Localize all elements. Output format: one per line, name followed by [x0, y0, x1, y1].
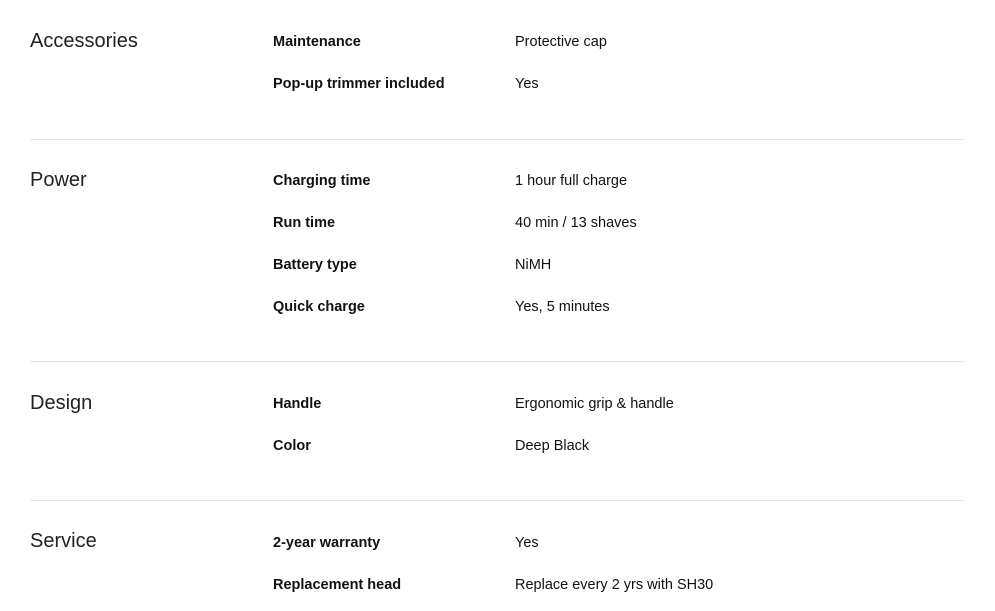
spec-label: Pop-up trimmer included: [273, 76, 445, 92]
spec-value: 40 min / 13 shaves: [515, 215, 637, 231]
spec-row: [273, 533, 963, 553]
spec-row: [273, 297, 963, 317]
spec-row: [273, 394, 963, 414]
spec-row: [273, 575, 963, 595]
spec-label: Handle: [273, 396, 322, 412]
spec-value: 1 hour full charge: [515, 173, 628, 189]
spec-value: Ergonomic grip & handle: [515, 396, 674, 412]
spec-value: Replace every 2 yrs with SH30: [515, 577, 714, 593]
section-title: Design: [30, 392, 93, 414]
section-title: Service: [30, 530, 97, 552]
spec-value: Yes, 5 minutes: [515, 299, 610, 315]
spec-label: Charging time: [273, 173, 371, 189]
section-title: Power: [30, 169, 87, 191]
spec-value: NiMH: [515, 257, 552, 273]
section-divider: [30, 139, 964, 140]
spec-label: Maintenance: [273, 34, 361, 50]
spec-row: [273, 213, 963, 233]
spec-label: Run time: [273, 215, 336, 231]
spec-row: [273, 32, 963, 52]
spec-row: [273, 74, 963, 94]
spec-row: [273, 171, 963, 191]
spec-value: Yes: [515, 76, 539, 92]
section-divider: [30, 361, 964, 362]
section-title: Accessories: [30, 30, 138, 52]
spec-value: Protective cap: [515, 34, 607, 50]
spec-label: Battery type: [273, 257, 357, 273]
spec-label: Replacement head: [273, 577, 402, 593]
spec-row: [273, 436, 963, 456]
spec-label: 2-year warranty: [273, 535, 381, 551]
spec-row: [273, 255, 963, 275]
spec-value: Yes: [515, 535, 539, 551]
spec-label: Color: [273, 438, 311, 454]
spec-value: Deep Black: [515, 438, 590, 454]
section-divider: [30, 500, 964, 501]
spec-label: Quick charge: [273, 299, 365, 315]
